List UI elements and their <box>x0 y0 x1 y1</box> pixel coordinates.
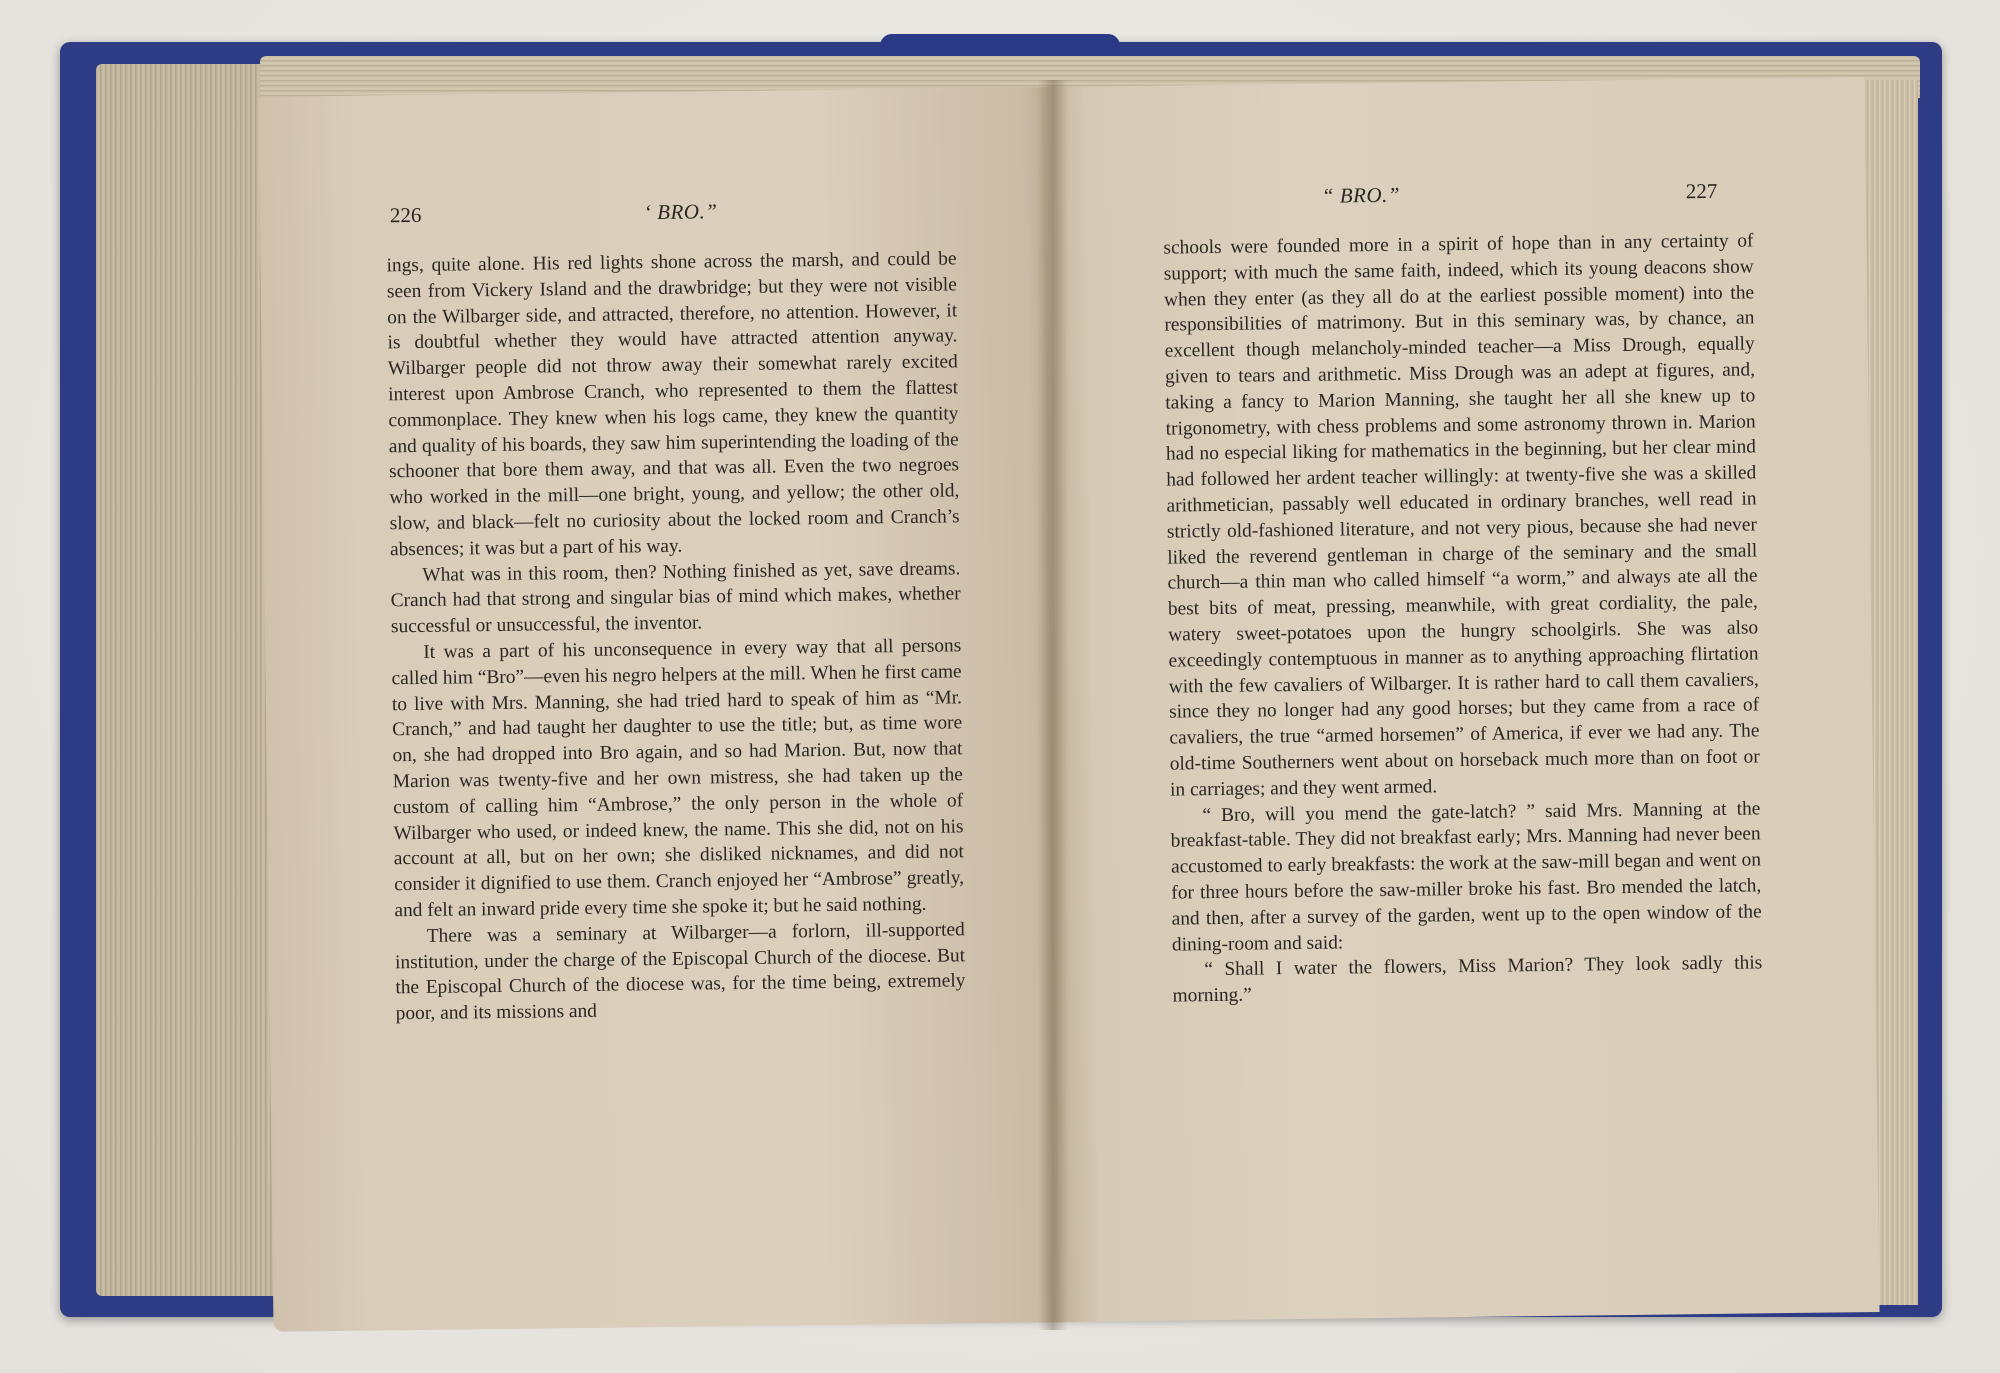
page-number-left: 226 <box>389 202 422 228</box>
paragraph: “ Bro, will you mend the gate-latch? ” said Mrs. Manning at the breakfast-table. They did not breakfast early; Mrs. Manning had never been accustomed to early breakfasts: the work at the saw-mill began and went on for three hours before the saw-miller broke his fast. Bro mended the latch, and then, after a survey of the garden, went up to the open window of the dining-room and said: <box>1170 797 1762 956</box>
running-head-right: “ BRO.” <box>1321 182 1401 208</box>
book-gutter <box>1038 80 1068 1330</box>
left-page-body <box>386 246 965 1027</box>
paragraph: schools were founded more in a spirit of hope than in any certainty of support; with much the same faith, indeed, which its young deacons show when they enter (as they all do at the earliest possible moment) into the responsibilities of matrimony. But in this seminary was, by chance, an excellent though melancholy-minded teacher—a Miss Drough, equally given to tears and arithmetic. Miss Drough was an adept at figures, and, taking a fancy to Marion Manning, she taught her all she knew up to trigonometry, with chess problems and some astronomy thrown in. Marion had no especial liking for mathematics in the beginning, but her clear mind had followed her ardent teacher willingly: at twenty-five she was a skilled arithmetician, passably well educated in ordinary branches, well read in strictly old-fashioned literature, and not very pious, because she had never liked the reverend gentleman in charge of the seminary and the small church—a thin man who called himself “a worm,” and always ate all the best bits of meat, pressing, meanwhile, with great cordiality, the pale, watery sweet-potatoes upon the hungry schoolgirls. She was also exceedingly contemptuous in manner as to anything approaching flirtation with the few cavaliers of Wilbarger. It is rather hard to call them cavaliers, since they no longer had any good horses; but they came from a race of cavaliers, the true “armed horsemen” of America, if ever we had any. The old-time Southerners went about on horseback much more than on foot or in carriages; and they went armed. <box>1163 230 1760 801</box>
right-page <box>1044 77 1879 1322</box>
paragraph: It was a part of his unconsequence in every way that all persons called him “Bro”—even his negro helpers at the mill. When he first came to live with Mrs. Manning, she had tried hard to speak of him as “Mr. Cranch,” and had taught her daughter to use the title; but, as time wore on, she had dropped into Bro again, and so had Marion. But, now that Marion was twenty-five and her own mistress, she had taken up the custom of calling him “Ambrose,” the only person in the whole of Wilbarger who used, or indeed knew, the name. This she did, not on his account at all, but on her own; she disliked nicknames, and did not consider it dignified to use them. Cranch enjoyed her “Ambrose” greatly, and felt an inward pride every time she spoke it; but he said nothing. <box>391 635 965 922</box>
paragraph: ings, quite alone. His red lights shone across the marsh, and could be seen from Vickery Island and the drawbridge; but they were not visible on the Wilbarger side, and attracted, therefore, no attention. However, it is doubtful whether they would have attracted attention anyway. Wilbarger people did not throw away their somewhat rarely excited interest upon Ambrose Cranch, who represented to them the flattest commonplace. They knew when his logs came, they knew the quantity and quality of his boards, they saw him superintending the loading of the schooner that bore them away, and that was all. Even the two negroes who worked in the mill—one bright, young, and yellow; the other old, slow, and black—felt no curiosity about the locked room and Cranch’s absences; it was but a part of his way. <box>386 248 960 561</box>
paragraph: What was in this room, then? Nothing finished as yet, save dreams. Cranch had that strong and singular bias of mind which makes, whether successful or unsuccessful, the inventor. <box>390 557 961 638</box>
page-edges-left <box>96 64 276 1296</box>
page-number-right: 227 <box>1685 178 1718 204</box>
paragraph: “ Shall I water the flowers, Miss Marion? They look sadly this morning.” <box>1172 952 1763 1007</box>
running-head-left: ‘ BRO.” <box>643 199 718 225</box>
right-page-body <box>1163 228 1762 1009</box>
left-page <box>258 87 1063 1332</box>
paragraph: There was a seminary at Wilbarger—a forlorn, ill-supported institution, under the charge of the Episcopal Church of the diocese. But the Episcopal Church of the diocese was, for the time being, extremely poor, and its missions and <box>394 919 966 1025</box>
